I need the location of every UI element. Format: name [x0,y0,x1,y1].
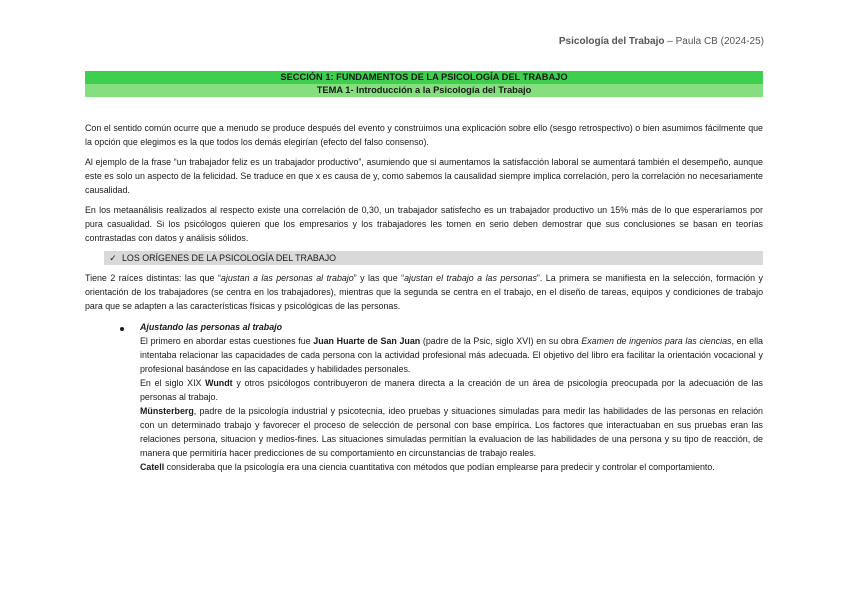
bullet-paragraph-munsterberg [140,404,763,460]
italic-run: Examen de ingenios para las ciencias [581,336,732,346]
text-run: y otros psicólogos contribuyeron de manera directa a la creación de un área de psicología preocupada por la adecuación de las personas al trabajo. [140,378,763,402]
text-run: consideraba que la psicología era una ciencia cuantitativa con métodos que podían emplearse para predecir y controlar el comportamiento. [164,462,715,472]
header-author: – Paula CB (2024-25) [664,36,764,47]
text-run: ”. La primera se manifiesta en la selección, formación y orientación de los trabajadores (se centra en los trabajadores), mientras que la segunda se centra en el trabajo, en el diseño de tareas, equipos y condiciones de trabajo para que se adapten a las características físicas y psicológicas de las personas. [85,273,763,311]
bullet-paragraph-catell [140,460,763,474]
topic-banner: TEMA 1- Introducción a la Psicología del Trabajo [85,84,763,97]
text-run: Tiene 2 raíces distintas: las que “ [85,273,221,283]
text-run: , padre de la psicología industrial y psicotecnia, ideo pruebas y situaciones simuladas para medir las habilidades de las personas en relación con un determinado trabajo y favorecer el proceso de selección de personal con base empírica. Los factores que interactuaban en sus pruebas eran las relaciones persona, situacion y medios-fines. Las situaciones simuladas permitían la evaluacion de las habilidades de una persona y su tipo de reacción, de manera que permitiría hacer predicciones de su comportamiento en circunstancias de trabajo reales. [140,406,763,458]
running-header [559,36,764,47]
text-run: , en ella intentaba relacionar las capacidades de cada persona con la actividad profesional más adecuada. El objetivo del libro era facilitar la orientación vocacional y profesional basándose en las capacidades y habilidades personales. [140,336,763,374]
bullet-title: Ajustando las personas al trabajo [140,322,283,332]
bullet-list [85,321,763,474]
italic-run: ajustan el trabajo a las personas [404,273,537,283]
text-run: ” y las que “ [353,273,405,283]
bold-run: Wundt [205,378,233,388]
bullet-icon [120,327,124,331]
checkmark-icon: ✓ [109,253,117,263]
bold-run: Münsterberg [140,406,194,416]
italic-run: ajustan a las personas al trabajo [220,273,354,283]
text-run: (padre de la Psic, siglo XVI) en su obra [420,336,582,346]
header-course: Psicología del Trabajo [558,36,665,47]
text-run: En el siglo XIX [140,378,206,388]
paragraph-raices [85,271,763,313]
section-banner: SECCIÓN 1: FUNDAMENTOS DE LA PSICOLOGÍA DEL TRABAJO [85,71,763,84]
subsection-title: LOS ORÍGENES DE LA PSICOLOGÍA DEL TRABAJO [122,253,337,263]
page-content [85,71,763,474]
subsection-heading [104,251,763,265]
bullet-paragraph-huarte [140,334,763,376]
paragraph-sentido-comun: Con el sentido común ocurre que a menudo se produce después del evento y construimos una explicación sobre ello (sesgo retrospectivo) o bien asumimos fácilmente que la opción que elegimos es la que todos los demás elegirían (efecto del falso consenso). [85,123,763,147]
bold-run: Juan Huarte de San Juan [313,336,421,346]
bullet-paragraph-wundt [140,376,763,404]
paragraph-trabajador-feliz: Al ejemplo de la frase “un trabajador feliz es un trabajador productivo”, asumiendo que si aumentamos la satisfacción laboral se aumentará también el desempeño, aunque este es solo un aspecto de la felicidad. Se traduce en que x es causa de y, como sabemos la causalidad siempre implica correlación, pero la correlación no necesariamente causalidad. [85,157,763,195]
text-run: El primero en abordar estas cuestiones fue [140,336,314,346]
bold-run: Catell [140,462,165,472]
list-item [85,321,763,474]
paragraph-metaanalisis: En los metaanálisis realizados al respecto existe una correlación de 0,30, un trabajador satisfecho es un trabajador productivo un 15% más de lo que esperaríamos por pura casualidad. Si los psicólogos quieren que los empresarios y los trabajadores les tomen en serio deben demostrar que sus conclusiones se basan en teorías contrastadas con datos y análisis sólidos. [85,205,763,243]
